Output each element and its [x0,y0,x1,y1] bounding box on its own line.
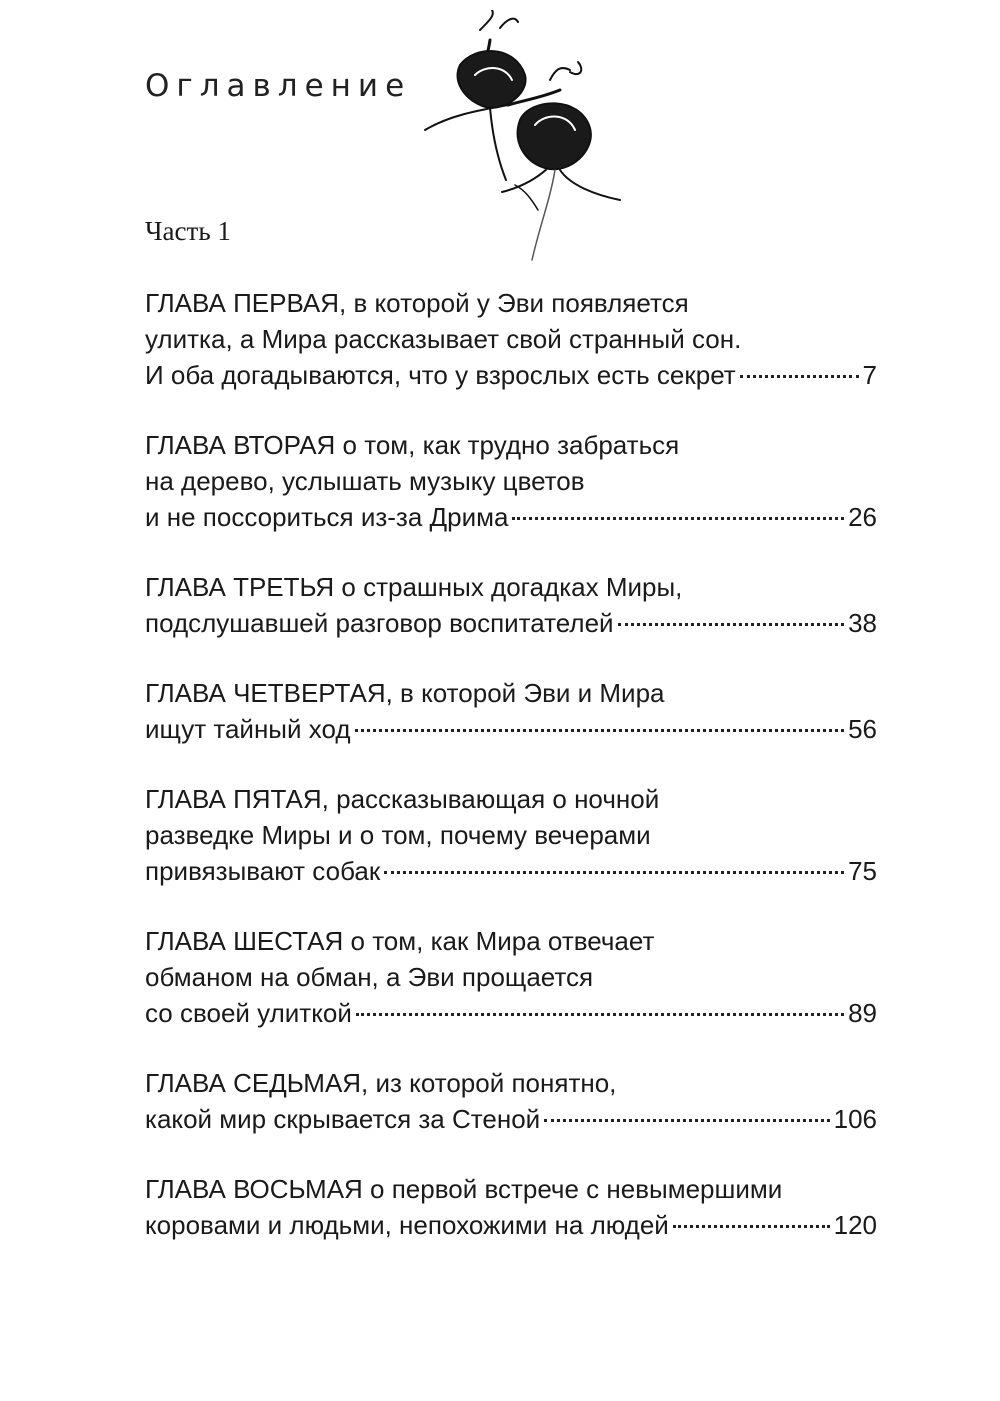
toc-entry-line: ГЛАВА ПЕРВАЯ, в которой у Эви появляется [145,288,689,318]
toc-entry-last-line [145,995,877,1031]
toc-entry[interactable] [145,427,877,535]
toc-entry[interactable] [145,1171,877,1243]
toc-entry[interactable] [145,285,877,393]
dot-leader [512,517,844,520]
page-number: 89 [848,998,877,1028]
dot-leader [544,1119,829,1122]
toc-entry-last-line [145,711,877,747]
toc-entry-line: ГЛАВА ВОСЬМАЯ о первой встрече с невымершими [145,1174,783,1204]
page-number: 56 [848,714,877,744]
toc-entry-line: привязывают собак [145,856,381,886]
flower-illustration [420,10,640,275]
toc-entry-line: ГЛАВА ПЯТАЯ, рассказывающая о ночной [145,784,660,814]
dot-leader [673,1225,830,1228]
toc-entry-line: и не поссориться из-за Дрима [145,502,509,532]
toc-entry-last-line [145,357,877,393]
page-number: 106 [833,1104,877,1134]
toc-entry-line: со своей улиткой [145,998,352,1028]
toc-entry-line: ищут тайный ход [145,714,351,744]
table-of-contents [145,285,877,1277]
page-number: 75 [848,856,877,886]
toc-entry[interactable] [145,675,877,747]
toc-entry[interactable] [145,1065,877,1137]
toc-entry-line: ГЛАВА ВТОРАЯ о том, как трудно забраться [145,430,680,460]
toc-entry-last-line [145,1207,877,1243]
toc-entry[interactable] [145,781,877,889]
page-number: 38 [848,608,877,638]
toc-entry-line: коровами и людьми, непохожими на людей [145,1210,669,1240]
dot-leader [356,1013,844,1016]
toc-entry-last-line [145,499,877,535]
dot-leader [384,871,844,874]
toc-entry-line: ГЛАВА ТРЕТЬЯ о страшных догадках Миры, [145,572,683,602]
toc-entry-line: ГЛАВА ШЕСТАЯ о том, как Мира отвечает [145,926,655,956]
page-number: 120 [833,1210,877,1240]
page-number: 7 [862,360,877,390]
toc-entry-line: ГЛАВА ЧЕТВЕРТАЯ, в которой Эви и Мира [145,678,665,708]
toc-entry-last-line [145,1101,877,1137]
toc-entry-last-line [145,605,877,641]
toc-entry-line: на дерево, услышать музыку цветов [145,466,585,496]
dot-leader [355,729,845,732]
toc-entry-line: разведке Миры и о том, почему вечерами [145,820,651,850]
dot-leader [618,623,845,626]
toc-entry-last-line [145,853,877,889]
page-title: Оглавление [145,68,412,104]
toc-entry[interactable] [145,569,877,641]
toc-entry-line: подслушавшей разговор воспитателей [145,608,614,638]
toc-entry-line: какой мир скрывается за Стеной [145,1104,541,1134]
toc-entry-line: обманом на обман, а Эви прощается [145,962,594,992]
dot-leader [740,375,859,378]
toc-entry-line: И оба догадываются, что у взрослых есть секрет [145,360,736,390]
toc-entry-line: ГЛАВА СЕДЬМАЯ, из которой понятно, [145,1068,617,1098]
part-label: Часть 1 [145,216,231,246]
page-number: 26 [848,502,877,532]
toc-entry[interactable] [145,923,877,1031]
toc-entry-line: улитка, а Мира рассказывает свой странный сон. [145,324,742,354]
